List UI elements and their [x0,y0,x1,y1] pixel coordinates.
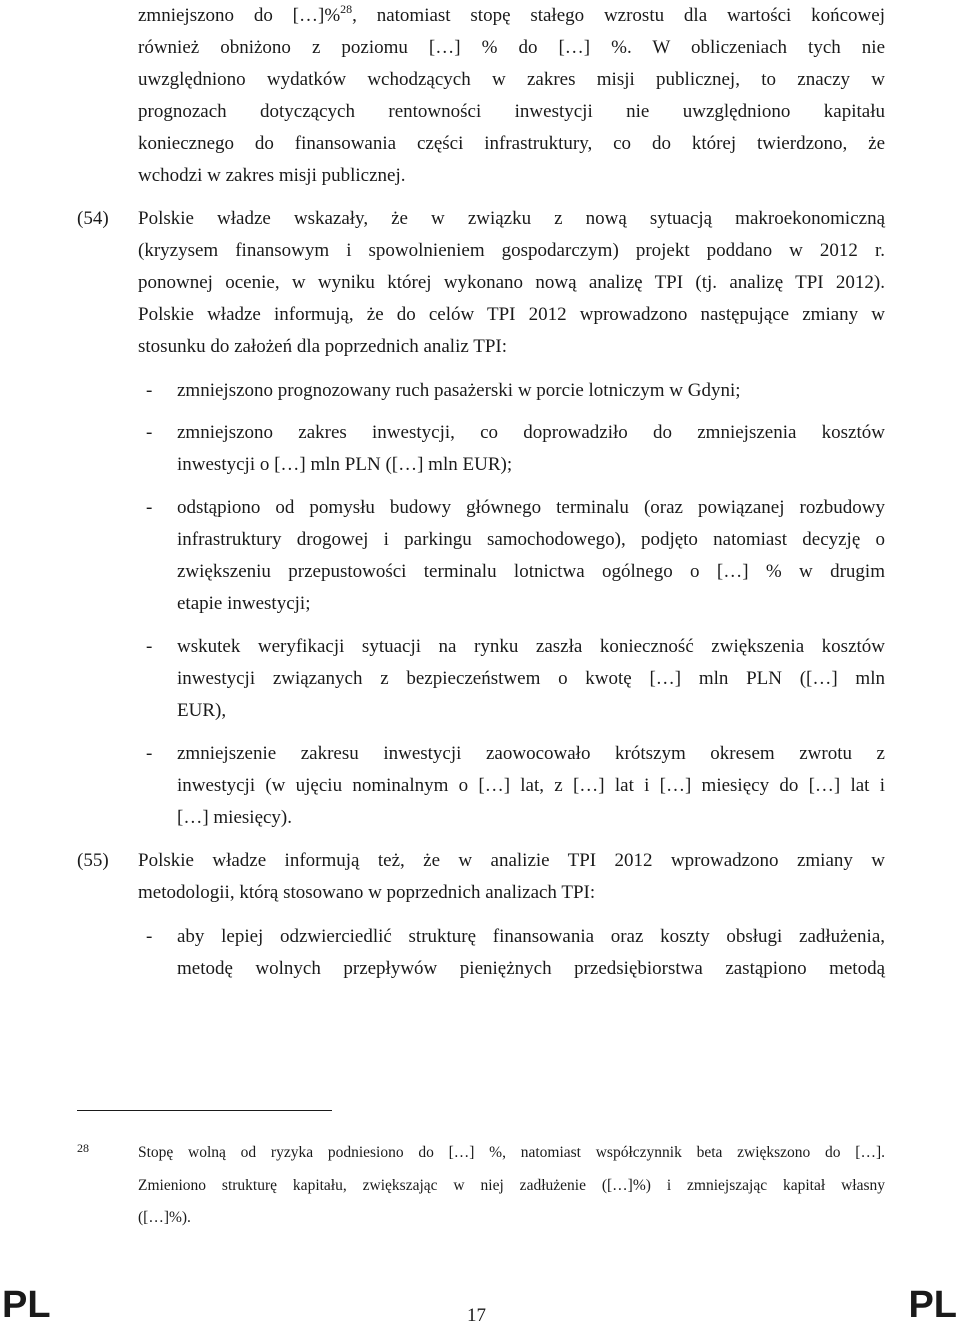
footnote-separator [77,1110,332,1111]
list-item: aby lepiej odzwierciedlić strukturę finansowania oraz koszty obsługi zadłużenia, [177,926,885,947]
text-line: Polskie władze informują, że do celów TPI 2012 wprowadzono następujące zmiany w [138,304,885,325]
text-line: metodologii, którą stosowano w poprzednich analizach TPI: [138,882,596,903]
list-item: […] miesięcy). [177,807,293,828]
list-item: zmniejszono zakres inwestycji, co doprowadziło do zmniejszenia kosztów [177,422,885,443]
list-item: zmniejszono prognozowany ruch pasażerski w porcie lotniczym w Gdyni; [177,380,741,401]
footnote-mark: 28 [77,1141,89,1155]
footnote-reference: 28 [340,2,353,16]
list-item: metodę wolnych przepływów pieniężnych przedsiębiorstwa zastąpiono metodą [177,958,885,979]
footnote-line: Zmieniono strukturę kapitału, zwiększając w niej zadłużenie ([…]%) i zmniejszając kapitał własny [138,1177,885,1194]
bullet-dash: - [146,743,153,764]
text-line: koniecznego do finansowania części infrastruktury, co do której twierdzono, że [138,133,885,154]
list-item: EUR), [177,700,227,721]
bullet-dash: - [146,497,153,518]
page-number: 17 [467,1305,486,1326]
list-item: etapie inwestycji; [177,593,311,614]
list-item: infrastruktury drogowej i parkingu samochodowego), podjęto natomiast decyzję o [177,529,885,550]
paragraph-number: (54) [77,208,109,229]
list-item: inwestycji o […] mln PLN ([…] mln EUR); [177,454,513,475]
bullet-dash: - [146,926,153,947]
list-item: inwestycji (w ujęciu nominalnym o […] lat, z […] lat i […] miesięcy do […] lat i [177,775,885,796]
footnote-line: Stopę wolną od ryzyka podniesiono do […] %, natomiast współczynnik beta zwiększono do […]. [138,1144,885,1161]
text-line: zmniejszono do […]%$^{28}$, natomiast stopę stałego wzrostu dla wartości końcowej [138,2,885,26]
list-item: zwiększeniu przepustowości terminalu lotnictwa ogólnego o […] % w drugim [177,561,885,582]
language-code-left: PL [2,1284,51,1326]
text-line: (kryzysem finansowym i spowolnieniem gospodarczym) projekt poddano w 2012 r. [138,240,885,261]
text-line: ponownej ocenie, w wyniku której wykonano nową analizę TPI (tj. analizę TPI 2012). [138,272,885,293]
text-line: uwzględniono wydatków wchodzących w zakres misji publicznej, to znaczy w [138,69,885,90]
text-line: stosunku do założeń dla poprzednich analiz TPI: [138,336,507,357]
list-item: zmniejszenie zakresu inwestycji zaowocowało krótszym okresem zwrotu z [177,743,885,764]
bullet-dash: - [146,380,153,401]
text-line: Polskie władze informują też, że w analizie TPI 2012 wprowadzono zmiany w [138,850,885,871]
footnote-line: ([…]%). [138,1209,191,1226]
list-item: inwestycji związanych z bezpieczeństwem o kwotę […] mln PLN ([…] mln [177,668,885,689]
list-item: wskutek weryfikacji sytuacji na rynku zaszła konieczność zwiększenia kosztów [177,636,885,657]
text-line: również obniżono z poziomu […] % do […] %. W obliczeniach tych nie [138,37,885,58]
text-line: Polskie władze wskazały, że w związku z nową sytuacją makroekonomiczną [138,208,885,229]
bullet-dash: - [146,422,153,443]
language-code-right: PL [908,1284,957,1326]
paragraph-number: (55) [77,850,109,871]
text-line: prognozach dotyczących rentowności inwestycji nie uwzględniono kapitału [138,101,885,122]
list-item: odstąpiono od pomysłu budowy głównego terminalu (oraz powiązanej rozbudowy [177,497,885,518]
text-line: wchodzi w zakres misji publicznej. [138,165,406,186]
bullet-dash: - [146,636,153,657]
